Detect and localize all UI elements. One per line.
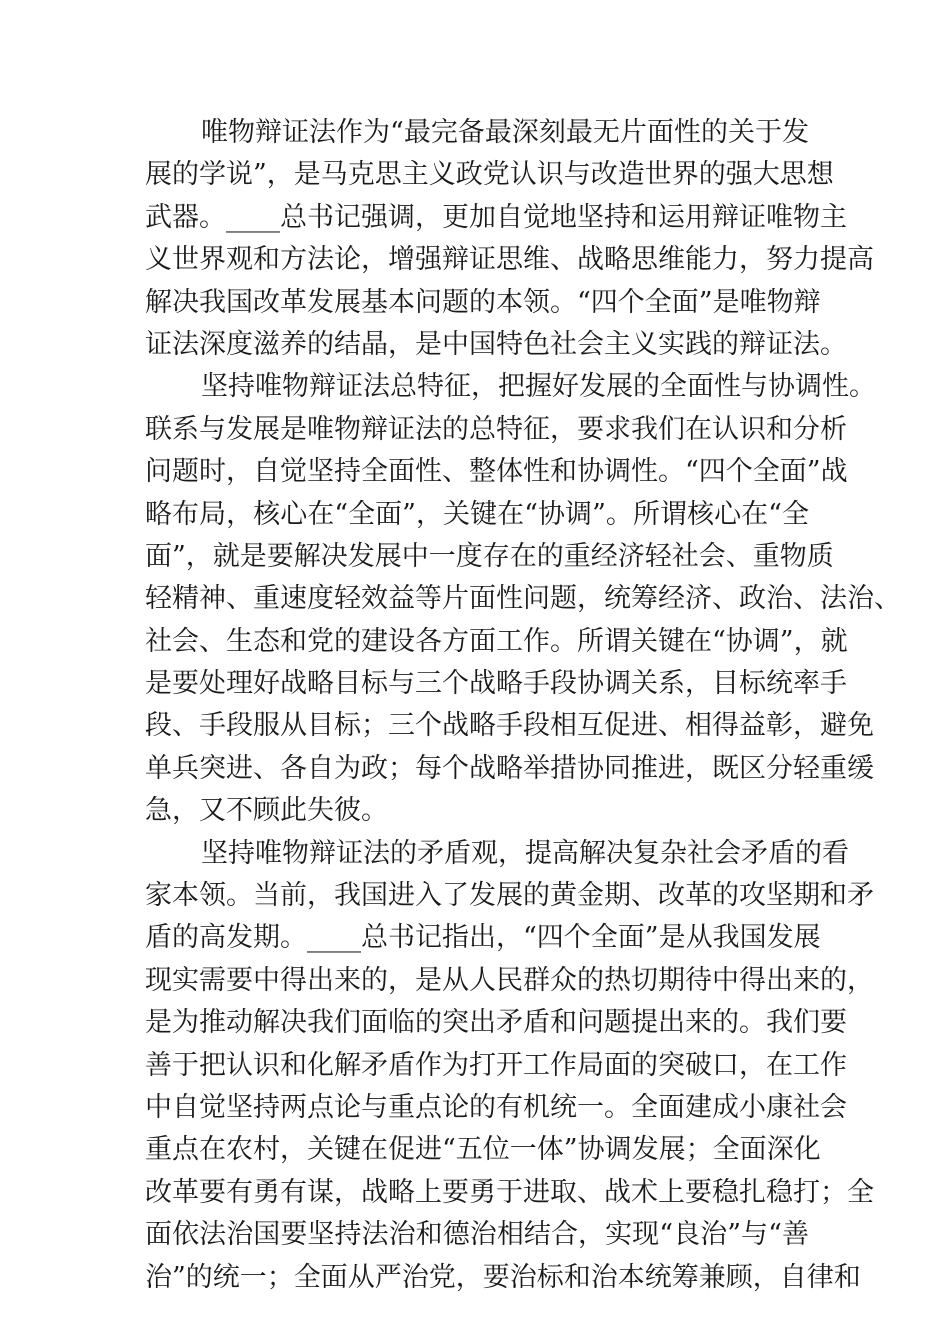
text-line: 唯物辩证法作为“最完备最深刻最无片面性的关于发 <box>201 117 809 148</box>
text-line: 重点在农村，关键在促进“五位一体”协调发展；全面深化 <box>145 1134 821 1166</box>
paragraph-2 <box>145 366 901 832</box>
text-line: 证法深度滋养的结晶，是中国特色社会主义实践的辩证法。 <box>145 328 847 360</box>
text-line: 急，又不顾此失彼。 <box>145 795 388 827</box>
text-line: 是为推动解决我们面临的突出矛盾和问题提出来的。我们要 <box>145 1007 847 1039</box>
text-line: 中自觉坚持两点论与重点论的有机统一。全面建成小康社会 <box>145 1091 847 1123</box>
text-line: 面”，就是要解决发展中一度存在的重经济轻社会、重物质 <box>145 540 834 572</box>
text-line: 家本领。当前，我国进入了发展的黄金期、改革的攻坚期和矛 <box>145 880 874 912</box>
text-line: 单兵突进、各自为政；每个战略举措协同推进，既区分轻重缓 <box>145 752 874 784</box>
text-line: 坚持唯物辩证法总特征，把握好发展的全面性与协调性。 <box>201 371 876 403</box>
text-line: 现实需要中得出来的，是从人民群众的热切期待中得出来的， <box>145 964 874 996</box>
text-line: 坚持唯物辩证法的矛盾观，提高解决复杂社会矛盾的看 <box>201 837 849 869</box>
text-line: 问题时，自觉坚持全面性、整体性和协调性。“四个全面”战 <box>145 456 848 488</box>
document-body <box>145 112 901 1299</box>
text-line: 略布局，核心在“全面”，关键在“协调”。所谓核心在“全 <box>145 498 809 530</box>
text-line: 是要处理好战略目标与三个战略手段协调关系，目标统率手 <box>145 668 847 700</box>
text-line: 治”的统一；全面从严治党，要治标和治本统筹兼顾，自律和 <box>145 1261 861 1293</box>
text-line: 善于把认识和化解矛盾作为打开工作局面的突破口，在工作 <box>145 1049 847 1081</box>
text-line: 轻精神、重速度轻效益等片面性问题，统筹经济、政治、法治、 <box>145 583 901 615</box>
text-line: 面依法治国要坚持法治和德治相结合，实现“良治”与“善 <box>145 1219 809 1251</box>
text-line: 盾的高发期。____总书记指出，“四个全面”是从我国发展 <box>145 922 821 954</box>
paragraph-1 <box>145 112 874 366</box>
text-line: 段、手段服从目标；三个战略手段相互促进、相得益彰，避免 <box>145 710 874 742</box>
text-line: 改革要有勇有谋，战略上要勇于进取、战术上要稳扎稳打；全 <box>145 1176 874 1208</box>
text-line: 社会、生态和党的建设各方面工作。所谓关键在“协调”，就 <box>145 625 848 657</box>
text-line: 义世界观和方法论，增强辩证思维、战略思维能力，努力提高 <box>145 244 874 276</box>
text-line: 武器。____总书记强调，更加自觉地坚持和运用辩证唯物主 <box>145 201 847 233</box>
text-line: 联系与发展是唯物辩证法的总特征，要求我们在认识和分析 <box>145 413 847 445</box>
text-line: 展的学说”，是马克思主义政党认识与改造世界的强大思想 <box>145 159 834 191</box>
paragraph-3 <box>145 833 874 1299</box>
text-line: 解决我国改革发展基本问题的本领。“四个全面”是唯物辩 <box>145 286 821 318</box>
